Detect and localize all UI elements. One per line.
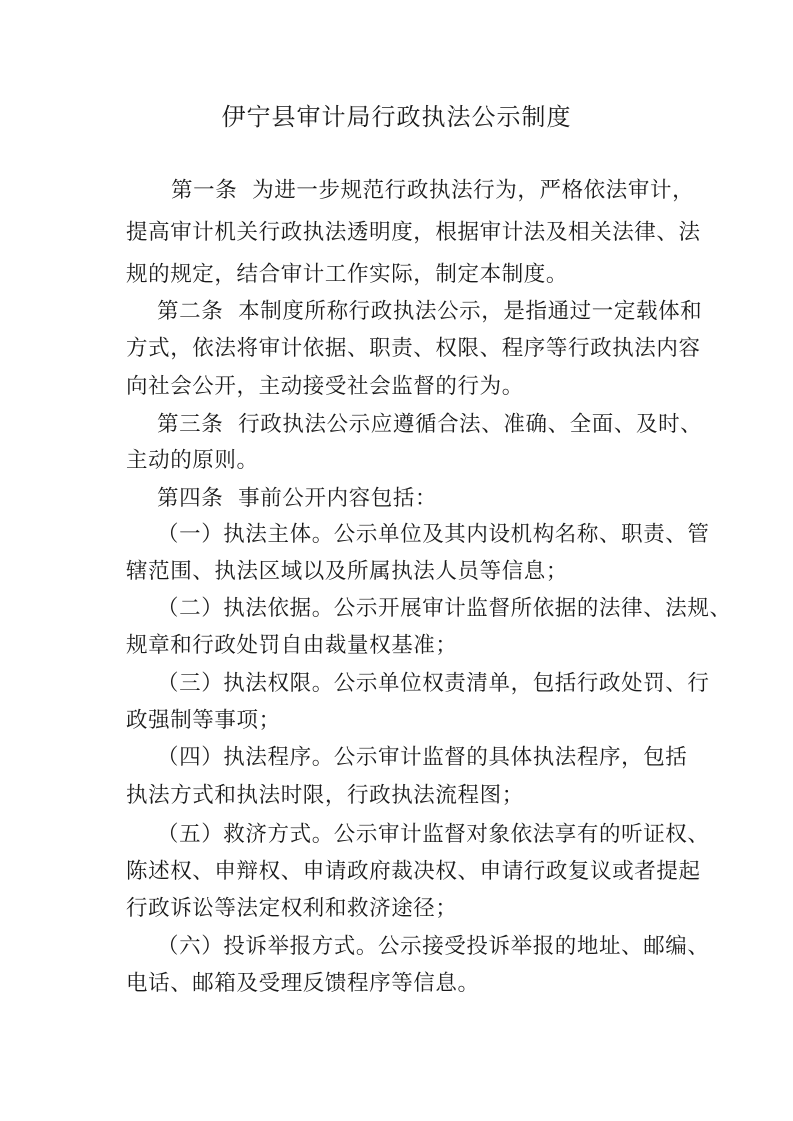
article-1-line-2: 提高审计机关行政执法透明度，根据审计法及相关法律、法	[126, 220, 701, 245]
item-3-line-1: （三）执法权限。公示单位权责清单，包括行政处罚、行	[157, 671, 710, 696]
item-1-line-2: 辖范围、执法区域以及所属执法人员等信息；	[126, 559, 569, 584]
item-2-line-1: （二）执法依据。公示开展审计监督所依据的法律、法规、	[157, 596, 732, 621]
item-5-line-3: 行政诉讼等法定权利和救济途径；	[126, 896, 458, 921]
item-4-line-2: 执法方式和执法时限，行政执法流程图；	[126, 783, 524, 808]
item-6-line-2: 电话、邮箱及受理反馈程序等信息。	[126, 971, 480, 996]
item-5-line-1: （五）救济方式。公示审计监督对象依法享有的听证权、	[157, 822, 710, 847]
item-1-line-1: （一）执法主体。公示单位及其内设机构名称、职责、管	[157, 522, 710, 547]
article-4-heading: 第四条 事前公开内容包括：	[157, 486, 438, 511]
item-5-line-2: 陈述权、申辩权、申请政府裁决权、申请行政复议或者提起	[126, 859, 701, 884]
article-3-line-1: 第三条 行政执法公示应遵循合法、准确、全面、及时、	[157, 412, 703, 437]
item-6-line-1: （六）投诉举报方式。公示接受投诉举报的地址、邮编、	[157, 934, 710, 959]
item-4-line-1: （四）执法程序。公示审计监督的具体执法程序，包括	[157, 745, 688, 770]
article-1-line-3: 规的规定，结合审计工作实际，制定本制度。	[126, 262, 569, 287]
document-title: 伊宁县审计局行政执法公示制度	[221, 103, 572, 131]
item-3-line-2: 政强制等事项；	[126, 708, 281, 733]
article-2-line-3: 向社会公开，主动接受社会监督的行为。	[126, 374, 524, 399]
article-1-line-1: 第一条 为进一步规范行政执法行为，严格依法审计，	[171, 178, 695, 203]
article-3-line-2: 主动的原则。	[126, 448, 259, 473]
article-2-line-2: 方式，依法将审计依据、职责、权限、程序等行政执法内容	[126, 336, 701, 361]
item-2-line-2: 规章和行政处罚自由裁量权基准；	[126, 633, 458, 658]
article-2-line-1: 第二条 本制度所称行政执法公示，是指通过一定载体和	[157, 299, 703, 324]
